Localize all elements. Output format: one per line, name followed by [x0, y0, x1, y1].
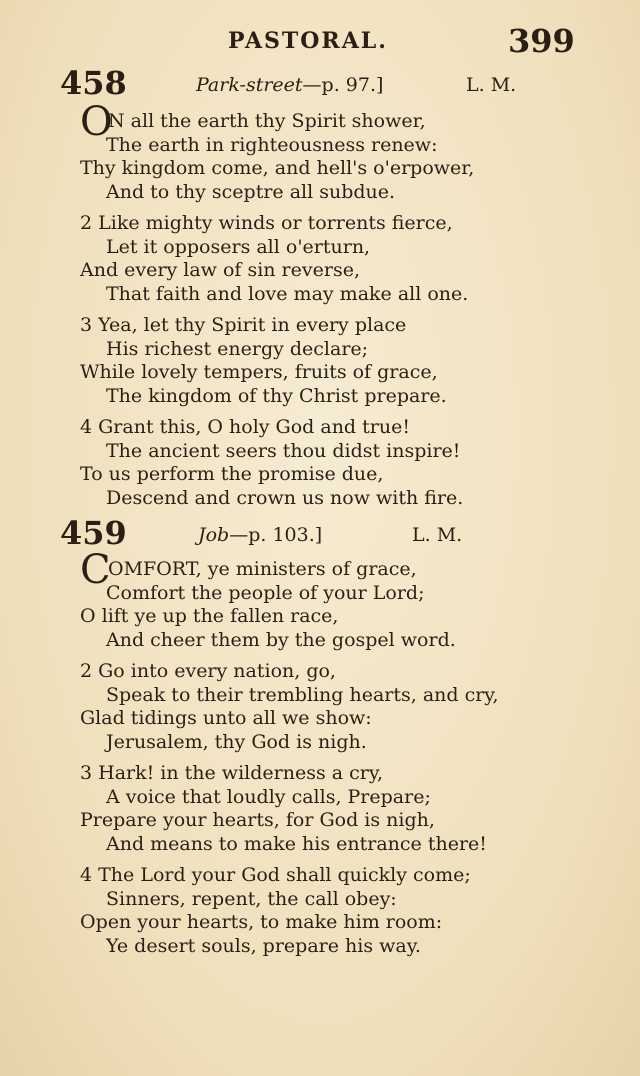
verse-line-text: N all the earth thy Spirit shower,	[108, 110, 426, 132]
verse-line: The kingdom of thy Christ prepare.	[106, 384, 447, 407]
verse-line: That faith and love may make all one.	[106, 282, 469, 305]
meter: L. M.	[412, 524, 463, 546]
verse-line: Comfort the people of your Lord;	[106, 581, 425, 604]
page-number: 399	[508, 22, 575, 60]
meter: L. M.	[466, 74, 517, 96]
verse-line: Glad tidings unto all we show:	[80, 707, 372, 729]
verse-459-2	[80, 660, 540, 754]
hymn-number: 458	[60, 64, 127, 102]
verse-458-1	[80, 99, 540, 204]
verse-line: While lovely tempers, fruits of grace,	[80, 361, 438, 383]
verse-459-3	[80, 762, 540, 856]
verse-line: 4 Grant this, O holy God and true!	[80, 416, 410, 438]
tune-page-ref: —p. 97.]	[302, 74, 384, 96]
verse-line: His richest energy declare;	[106, 337, 369, 360]
verse-line: O lift ye up the fallen race,	[80, 605, 339, 627]
verse-line: And cheer them by the gospel word.	[106, 628, 456, 651]
verse-line: A voice that loudly calls, Prepare;	[106, 785, 431, 808]
page-header	[0, 22, 640, 62]
verse-line: 2 Like mighty winds or torrents fierce,	[80, 212, 453, 234]
verse-line: And to thy sceptre all subdue.	[106, 180, 396, 203]
drop-capital: C	[80, 547, 111, 593]
verse-line: The earth in righteousness renew:	[106, 133, 438, 156]
tune-name: Job	[198, 524, 230, 546]
verse-459-4	[80, 864, 540, 958]
hymn-header-458	[0, 64, 640, 104]
verse-line: Thy kingdom come, and hell's o'erpower,	[80, 157, 475, 179]
verse-458-4	[80, 416, 540, 510]
verse-line: Ye desert souls, prepare his way.	[106, 934, 421, 957]
verse-458-2	[80, 212, 540, 306]
verse-line: And every law of sin reverse,	[80, 259, 360, 281]
hymn-number: 459	[60, 514, 127, 552]
verse-line-text: OMFORT, ye ministers of grace,	[108, 558, 417, 580]
verse-line: Descend and crown us now with fire.	[106, 486, 464, 509]
verse-line: Let it opposers all o'erturn,	[106, 235, 371, 258]
verse-line: To us perform the promise due,	[80, 463, 384, 485]
tune-reference	[198, 524, 322, 546]
tune-page-ref: —p. 103.]	[229, 524, 323, 546]
verse-line: The ancient seers thou didst inspire!	[106, 439, 461, 462]
tune-reference	[196, 74, 383, 96]
verse-line: 4 The Lord your God shall quickly come;	[80, 864, 471, 886]
verse-458-3	[80, 314, 540, 408]
running-title: PASTORAL.	[228, 28, 388, 54]
verse-line: 3 Hark! in the wilderness a cry,	[80, 762, 384, 784]
drop-capital: O	[80, 99, 113, 145]
verse-line: Prepare your hearts, for God is nigh,	[80, 809, 435, 831]
verse-line: Sinners, repent, the call obey:	[106, 887, 397, 910]
verse-line: And means to make his entrance there!	[106, 832, 487, 855]
verse-line: Speak to their trembling hearts, and cry,	[106, 683, 499, 706]
verse-line: 2 Go into every nation, go,	[80, 660, 336, 682]
verse-line: Jerusalem, thy God is nigh.	[106, 730, 367, 753]
verse-line: Open your hearts, to make him room:	[80, 911, 443, 933]
verse-459-1	[80, 547, 540, 652]
tune-name: Park-street	[196, 74, 303, 96]
verse-line: 3 Yea, let thy Spirit in every place	[80, 314, 407, 336]
